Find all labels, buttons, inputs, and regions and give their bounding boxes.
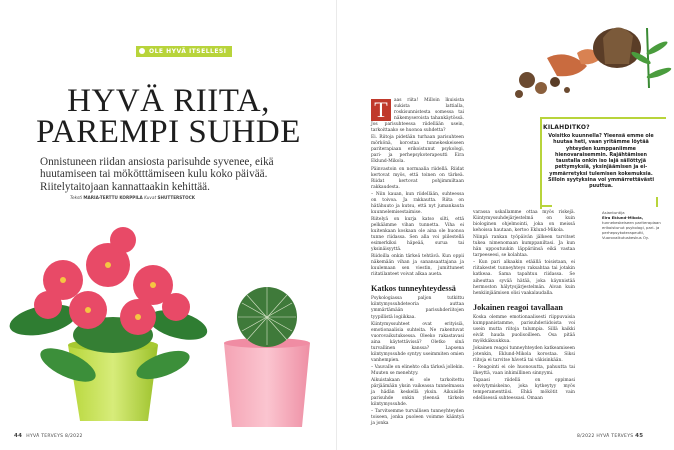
section-tag — [136, 46, 232, 57]
subheading: Jokainen reagoi tavallaan — [473, 302, 563, 312]
paragraph: Aikuistakaan ei ole tarkoitettu pärjäämään yksin vaikeassa tunnelmassa ja hädän keskellä yksin. Aikuisille parisuhde onkin yleensä tärkein kiintymyssuhde. — [371, 377, 464, 408]
credits-author: MARIA-TERTTU KORPPILA — [83, 195, 143, 200]
paragraph — [371, 98, 464, 134]
page-number-left: 44 — [14, 433, 23, 439]
paragraph: Tapaasi riidellä on oppimasi selviytymiskeino, joka kytkeytyy myös temperamenttiisi. Ehkä mökötit vain edellisessä suhteessasi. Omaan — [473, 378, 575, 402]
folio-left — [14, 433, 83, 439]
magazine-issue-left: HYVÄ TERVEYS 8/2022 — [26, 434, 83, 439]
expert-description: tunnekeskeiseen pariterapiaan erikoistunut psykologi, pari- ja perhepsykoterapeutti, Vuorovaikutuskeskus Oy. — [602, 220, 661, 240]
dropcap — [371, 99, 391, 121]
paragraph: Päinvastoin on normaalia riidellä. Riidat kertovat myös, että toinen on tärkeä. Riidat kertovat pohjimmiltaan rakkaudesta. — [371, 166, 464, 190]
paragraph: – Tarvitsemme turvallisen tunneyhteyden toiseen, jonka puoleen voimme kääntyä ja jonka — [371, 409, 464, 427]
credits-text-label: Teksti — [70, 195, 83, 200]
magazine-issue-right: 8/2022 HYVÄ TERVEYS — [577, 434, 634, 439]
callout-corner — [540, 205, 552, 207]
page-number-right: 45 — [635, 433, 644, 439]
expert-label: Asiantuntija — [602, 210, 625, 215]
paragraph: – Reagointi ei ole huonouutta, pahuutta tai ilkeyttä, vaan inhimillinen sinnyymi. — [473, 365, 575, 377]
paragraph: Niinpä rankan työpäivän jälkeen tarvitset tukea nimenomaan kumppaniltasi. Ja kun hän uppoutuukin läppäriinsä eikä vastaa tarpeeseesi, se kolahtaa. — [473, 235, 575, 259]
subheading: Katkos tunneyhteydessä — [371, 284, 456, 294]
paragraph: – Niin kauan, kun riidellään, suhteessa on toivoa. Ja rakkautta. Riita on hätähuuto ja kutsu, että nyt jumankauta kuunnelemisestaimise. — [371, 191, 464, 215]
paragraph: Jokainen reagoi tunneyhteyden katkeamiseen jotenkin, Eklund-Mikola korostaa. Siksi riitoja ei tarvitse hävetä tai väkisinkään. — [473, 345, 575, 363]
credits-photographer: SHUTTERSTOCK — [157, 195, 196, 200]
expert-name: Eira Eklund-Mikola, — [602, 215, 644, 220]
paragraph: Riidoilla onkin tärkeä tehtävä. Kun oppii näkemään vihan ja sanansaattajana ja kuulemaan sen viestin, jumittuneet riitatilanteet voivat alkaa aueta. — [371, 254, 464, 278]
paragraph: Ei. Riitoja pidetään turhaan parisuhteen mörkönä, korostaa tunnekeskeiseen pariterapiaan erikoistunut psykologi, pari- ja perhepsykoterapeutti Eira Eklund-Mikola. — [371, 135, 464, 165]
paragraph: Kiintymyssuhteet ovat erityisiä, emotionaalisia suhteita. Ne rakentuvat vuorovaikutuksessa. Oleeko rakastavasi aina käytettävissä? Oletko sinä turvallinen kanssa? Lapsena kiintymyssuhde syntyy useimmiten omien vanhempien. — [371, 321, 464, 363]
article-column-1 — [371, 98, 464, 428]
repotting-soil-photo — [507, 18, 674, 118]
headline-line-2: PAREMPI SUHDE — [36, 114, 301, 150]
callout-box — [543, 124, 659, 190]
dropcap-letter: T — [374, 97, 388, 122]
credits — [70, 195, 270, 200]
folio-right — [577, 433, 647, 439]
expert-caption — [602, 210, 670, 240]
headline — [0, 83, 337, 150]
paragraph: Riitelyä on kurja katso silti, että pelkäämme vihan tunnetta. Viha ei kuitenkaan koskaan ole aina ole huonoa tunne riidassa. Sen alla voi piilestellä esimerkiksi häpeää, surua tai yksinäisyyttä. — [371, 216, 464, 253]
bullet-dot-icon — [139, 48, 145, 54]
paragraph: varassa uskallamme ottaa myös riskejä. Kiintymyssuhdejärjestelmä on kuin biologinen ohjelmointi, joka on meissä kehoissa hautaan, kertoo Eklund-Mikola. — [473, 210, 575, 234]
headline-line-1: HYVÄ RIITA, — [67, 83, 270, 119]
paragraph: Psykologiassa paljon tutkittu kiintymyssuhdeteoria auttaa ymmärtämään parisuhderiitojen tyypillistä logiikkaa. — [371, 296, 464, 320]
paragraph-text: aas riita! Milloin lkuisista sukista lattialla, roskisunnistesta somessa tai näkemyseroista tahankäytössä. Jos parisuhteessa riidellään usein, tarkoittaako se huonoa suhdetta? — [371, 98, 464, 134]
cactus-pot-photo — [212, 285, 322, 430]
credits-photo-label: Kuvat — [144, 195, 157, 200]
paragraph: – Kun pari alkaakin etäällä toisistaan, ei riitakestet tunneyhteys raksahtaa tai jotakin katkeaa. Sama tapahtuu riidassa. Se aiheuttaa syvää hätää, joka käynnistää hermoston hälytysjärjestelmän. Aivan kuin henkiinjäämisen olisi vaakalaudalla. — [473, 260, 575, 296]
paragraph: – Vauvalle on elinehto olla tärkeä jollekin. Muuten se menehtyy. — [371, 364, 464, 376]
callout-title: KILAHDITKO? — [543, 124, 590, 131]
callout-text: Voisitko kuunnella? Yleensä emme ole huutaa heti, vaan yritämme löytää yhteyden kumppaniimme hienovaraisemmin. Rajähtämisen taustalla onkin iso lajä säilöttyjä pettymyksiä, yksinjäämisen ja ei-ymmärretyksi tulemisen kokemuksia. Silloin syytyksina voi ymmärrettävästi puuttua. — [547, 133, 655, 190]
primrose-pot-photo — [8, 225, 208, 425]
paragraph: Koska olemme emotionaalisesti riippuvaisia kumppanistamme, parisuhderiidoista voi usein mutta riitoja tulumpia. Sillä kaikki eivät hauda puolisoilleen. Osa pitää myökkäkuukkua. — [473, 314, 575, 344]
section-tag-label: OLE HYVÄ ITSELLESI — [149, 48, 227, 55]
lead-paragraph: Onnistuneen riidan ansiosta parisuhde syvenee, eikä huutamiseen tai mökötttämiseen kulu koko päivää. Riitelytaitojaan kannattaakin kehittää. — [40, 156, 274, 193]
callout-corner — [656, 197, 658, 207]
article-column-2 — [473, 210, 575, 403]
